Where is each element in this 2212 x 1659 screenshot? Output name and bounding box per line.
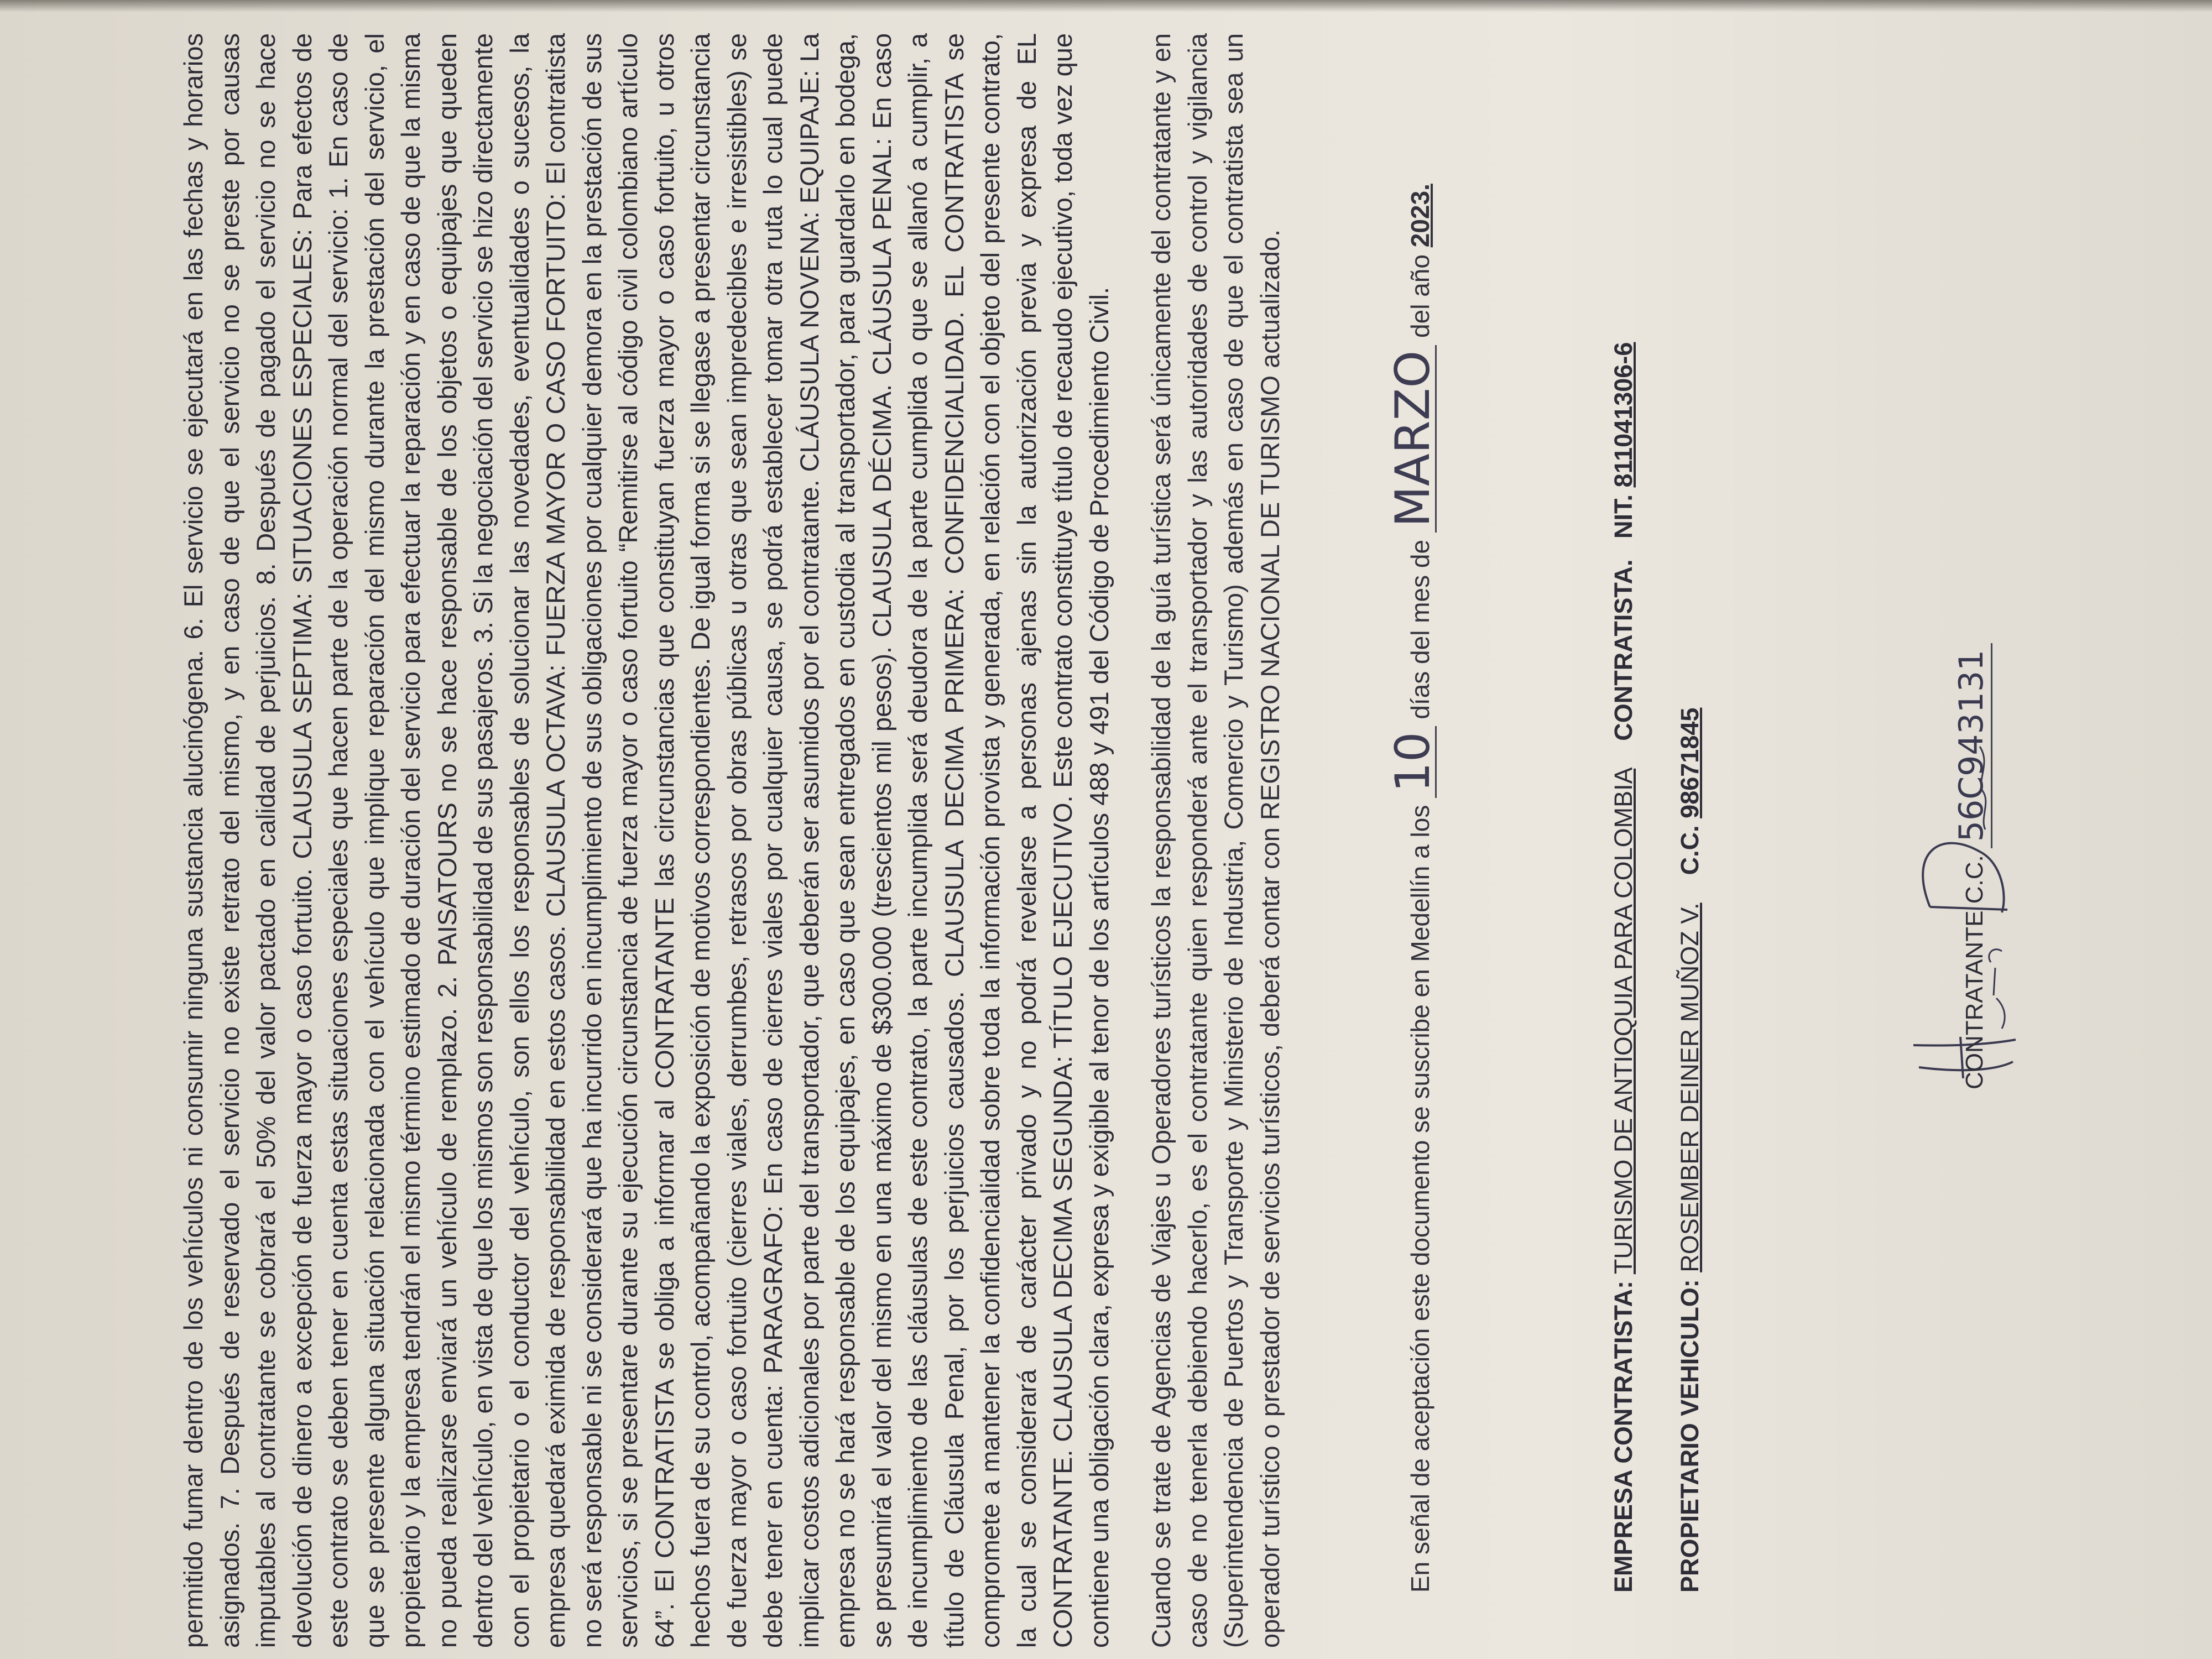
company-name: TURISMO DE ANTIOQUIA PARA COLOMBIA: [1609, 768, 1637, 1275]
company-label: EMPRESA CONTRATISTA:: [1609, 1280, 1637, 1593]
acceptance-month: MARZO: [1391, 345, 1437, 533]
acceptance-prefix: En señal de aceptación este documento se suscribe en Medellín a los: [1406, 805, 1434, 1593]
acceptance-year-prefix: del año: [1406, 254, 1434, 338]
paper-edge-shadow: [0, 0, 2212, 12]
cc-value: 98671845: [1676, 707, 1704, 818]
acceptance-middle: días del mes de: [1406, 539, 1434, 719]
nit-label: NIT.: [1609, 494, 1637, 539]
owner-name: ROSEMBER DEINER MUÑOZ V.: [1676, 902, 1704, 1272]
acceptance-day: 10: [1391, 726, 1437, 797]
contratante-cc: 56C943131: [1952, 643, 1992, 848]
acceptance-year: 2023.: [1406, 184, 1434, 248]
owner-line: [1676, 708, 1704, 1593]
nit-value: 811041306-6: [1609, 342, 1637, 488]
contract-clauses-paragraph: permitido fumar dentro de los vehículos ni consumir ninguna sustancia alucinógena. 6. El servicio se ejecutará en las fechas y horarios asignados. 7. Después de reservado el servicio no existe retrato del mismo, y en caso de que el servicio no se preste por causas imputables al contratante se cobrará el 50% del valor pactado en calidad de perjuicios. 8. Después de pagado el servicio no se hace devolución de dinero a excepción de fuerza mayor o caso fortuito. CLAUSULA SEPTIMA: SITUACIONES ESPECIALES: Para efectos de este contrato se deben tener en cuenta estas situaciones especiales que hacen parte de la operación normal del servicio: 1. En caso de que se presente alguna situación relacionada con el vehículo que implique reparación del mismo durante la prestación del servicio, el propietario y la empresa tendrán el mismo término estimado de duración del servicio para efectuar la reparación y en caso de que la misma no pueda realizarse enviará un vehículo de remplazo. 2. PAISATOURS no se hace responsable de los objetos o equipajes que queden dentro del vehículo, en vista de que los mismos son responsabilidad de sus pasajeros. 3. Si la negociación del servicio se hizo directamente con el propietario o el conductor del vehículo, son ellos los responsables de solucionar las novedades, eventualidades o sucesos, la empresa quedará eximida de responsabilidad en estos casos. CLAUSULA OCTAVA: FUERZA MAYOR O CASO FORTUITO: El contratista no será responsable ni se considerará que ha incurrido en incumplimiento de sus obligaciones por cualquier demora en la prestación de sus servicios, si se presentare durante su ejecución circunstancia de fuerza mayor o caso fortuito “Remitirse al código civil colombiano artículo 64”. El CONTRATISTA se obliga a informar al CONTRATANTE las circunstancias que constituyan fuerza mayor o caso fortuito, u otros hechos fuera de su control, acompañando la exposición de motivos correspondientes. De igual forma si se llegase a presentar circunstancia de fuerza mayor o caso fortuito (cierres viales, derrumbes, retrasos por obras públicas u otras que sean impredecibles e irresistibles) se debe tener en cuenta: PARAGRAFO: En caso de cierres viales por cualquier causa, se podrá establecer tomar otra ruta lo cual puede implicar costos adicionales por parte del transportador, que deberán ser asumidos por el contratante. CLÁUSULA NOVENA: EQUIPAJE: La empresa no se hará responsable de los equipajes, en caso que sean entregados en custodia al transportador, para guardarlo en bodega, se presumirá el valor del mismo en una máximo de $300.000 (trescientos mil pesos). CLAUSULA DÉCIMA. CLÁUSULA PENAL: En caso de incumplimiento de las cláusulas de este contrato, la parte incumplida será deudora de la parte cumplida o que se allanó a cumplir, a título de Cláusula Penal, por los perjuicios causados. CLAUSULA DECIMA PRIMERA: CONFIDENCIALIDAD. EL CONTRATISTA se compromete a mantener la confidencialidad sobre toda la información provista y generada, en relación con el objeto del presente contrato, la cual se considerará de carácter privado y no podrá revelarse a personas ajenas sin la autorización previa y expresa de EL CONTRATANTE. CLAUSULA DECIMA SEGUNDA: TÍTULO EJECUTIVO. Este contrato constituye título de recaudo ejecutivo, toda vez que contiene una obligación clara, expresa y exigible al tenor de los artículos 488 y 491 del Código de Procedimiento Civil.: [179, 33, 1114, 1648]
tour-guide-responsibility-paragraph: Cuando se trate de Agencias de Viajes u Operadores turísticos la responsabilidad de la guía turística será únicamente del contratante y en caso de no tenerla debiendo hacerlo, es el contratante quien responderá ante el transportador y las autoridades de control y vigilancia (Superintendencia de Puertos y Transporte y Ministerio de Industria, Comercio y Turismo) además en caso de que el contratista sea un operador turístico o prestador de servicios turísticos, deberá contar con REGISTRO NACIONAL DE TURISMO actualizado.: [1146, 33, 1285, 1648]
contract-page: [17, 17, 2195, 1653]
contractor-label: CONTRATISTA.: [1609, 559, 1637, 741]
acceptance-statement: [1385, 100, 1441, 1593]
cc-label: C.C.: [1676, 825, 1704, 875]
contratante-line: [1952, 371, 1992, 1089]
company-line: [1609, 342, 1638, 1593]
contratante-label: CONTRATANTE C.C.: [1961, 855, 1988, 1089]
owner-label: PROPIETARIO VEHICULO:: [1676, 1279, 1704, 1593]
